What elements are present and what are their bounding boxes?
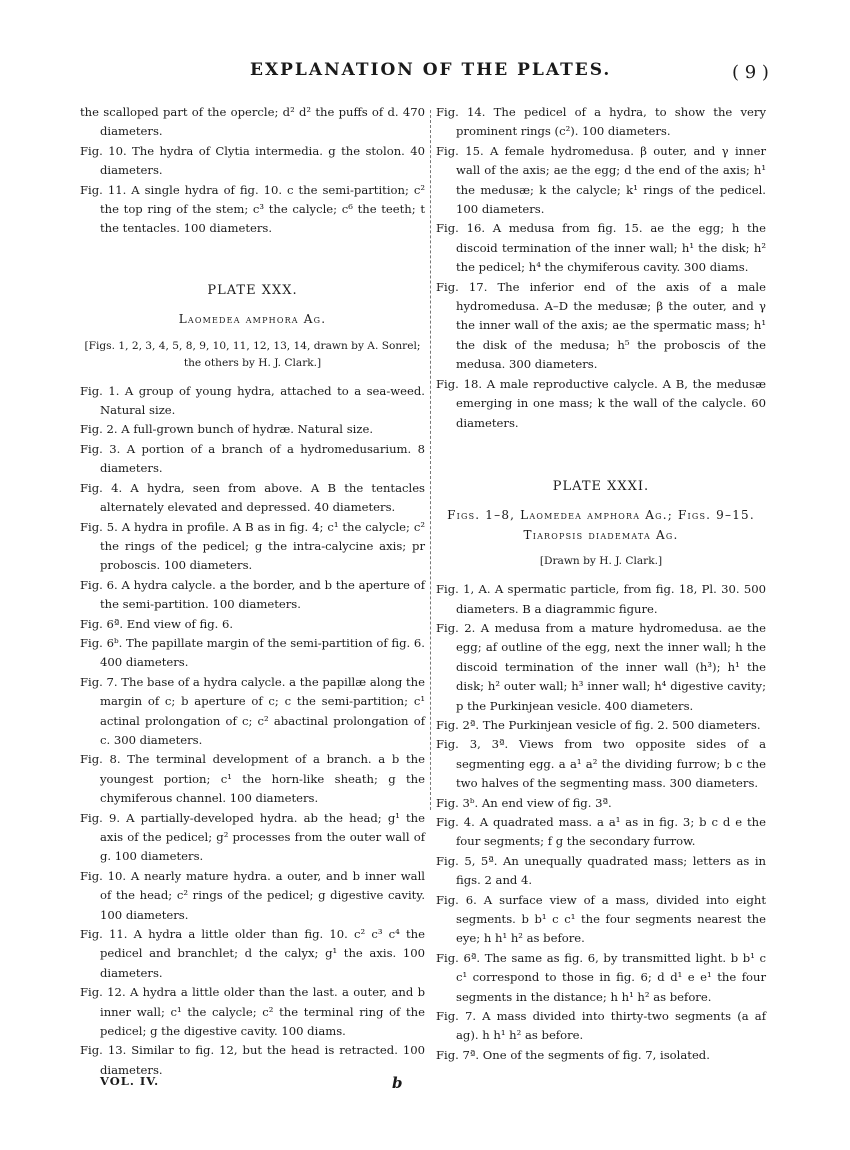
figure-entry: Fig. 17. The inferior end of the axis of a male hydromedusa. A–D the medusæ; β the outer, and γ the inner wall of the axis; ae the spermatic mass; h¹ the disk of the medusa; h⁵ the proboscis of the medusa. 300 diameters. <box>436 279 766 372</box>
figure-entry: Fig. 3. A portion of a branch of a hydromedusarium. 8 diameters. <box>80 441 425 476</box>
figure-entry: Fig. 7. A mass divided into thirty-two segments (a af ag). h h¹ h² as before. <box>436 1009 766 1043</box>
figure-entry: Fig. 18. A male reproductive calycle. A B, the medusæ emerging in one mass; k the wall of the calycle. 60 diameters. <box>436 376 766 430</box>
page-number: ( 9 ) <box>732 62 769 83</box>
figure-entry: Fig. 2. A medusa from a mature hydromedusa. ae the egg; af outline of the egg, next the inner wall; h the discoid termination of the inner wall (h³); h¹ the disk; h² outer wall; h³ inner wall; h⁴ digestive cavity; p the Purkinjean vesicle. 400 diameters. <box>436 620 766 713</box>
running-title: EXPLANATION OF THE PLATES. <box>250 60 612 80</box>
figure-entry: Fig. 6. A surface view of a mass, divided into eight segments. b b¹ c c¹ the four segments nearest the eye; h h¹ h² as before. <box>436 892 766 946</box>
figure-entry: Fig. 5. A hydra in profile. A B as in fig. 4; c¹ the calycle; c² the rings of the pedicel; g the intra-calycine axis; pr proboscis. 100 diameters. <box>80 519 425 573</box>
left-column <box>80 103 425 1080</box>
figure-entry: Fig. 6ª. The same as fig. 6, by transmitted light. b b¹ c c¹ correspond to those in fig. 6; d d¹ e e¹ the four segments in the distance; h h¹ h² as before. <box>436 950 766 1004</box>
plate-credit-note: [Drawn by H. J. Clark.] <box>539 555 663 568</box>
figure-entry: Fig. 6ª. End view of fig. 6. <box>80 616 234 631</box>
signature-mark: b <box>392 1074 403 1092</box>
figure-entry: Fig. 4. A quadrated mass. a a¹ as in fig. 3; b c d e the four segments; f g the secondary furrow. <box>436 815 766 849</box>
figure-entry: Fig. 16. A medusa from fig. 15. ae the egg; h the discoid termination of the inner wall; h¹ the disk; h² the pedicel; h⁴ the chymiferous cavity. 300 diams. <box>436 221 766 275</box>
figure-entry: Fig. 15. A female hydromedusa. β outer, and γ inner wall of the axis; ae the egg; d the end of the axis; h¹ the medusæ; k the calycle; k¹ rings of the pedicel. 100 diameters. <box>436 143 766 217</box>
figure-entry: Fig. 7ª. One of the segments of fig. 7, isolated. <box>436 1047 710 1062</box>
figure-entry: Fig. 6ᵇ. The papillate margin of the semi-partition of fig. 6. 400 diameters. <box>80 635 425 670</box>
column-divider <box>430 110 432 810</box>
figure-entry: Fig. 12. A hydra a little older than the last. a outer, and b inner wall; c¹ the calycle; c² the terminal ring of the pedicel; g the digestive cavity. 100 diams. <box>80 985 425 1039</box>
right-column <box>436 103 766 1065</box>
figure-entry: Fig. 6. A hydra calycle. a the border, and b the aperture of the semi-partition. 100 diameters. <box>80 577 425 612</box>
figure-entry: Fig. 10. The hydra of Clytia intermedia. g the stolon. 40 diameters. <box>80 143 425 178</box>
figure-entry: Fig. 11. A hydra a little older than fig. 10. c² c³ c⁴ the pedicel and branchlet; d the calyx; g¹ the axis. 100 diameters. <box>80 927 425 980</box>
figure-entry: Fig. 2ª. The Purkinjean vesicle of fig. 2. 500 diameters. <box>436 717 761 732</box>
figure-entry: Fig. 11. A single hydra of fig. 10. c the semi-partition; c² the top ring of the stem; c³ the calycle; c⁶ the teeth; t the tentacles. 100 diameters. <box>80 182 425 236</box>
figure-entry: Fig. 8. The terminal development of a branch. a b the youngest portion; c¹ the horn-like sheath; g the chymiferous channel. 100 diameters. <box>80 752 425 806</box>
plate-species: Laomedea amphora Ag. <box>178 312 327 327</box>
figure-entry: Fig. 13. Similar to fig. 12, but the head is retracted. 100 diameters. <box>80 1043 425 1077</box>
figure-entry: Fig. 3, 3ª. Views from two opposite sides of a segmenting egg. a a¹ a² the dividing furrow; b c the two halves of the segmenting mass. 300 diameters. <box>436 737 766 791</box>
figure-entry: Fig. 9. A partially-developed hydra. ab the head; g¹ the axis of the pedicel; g² processes from the outer wall of g. 100 diameters. <box>80 810 425 864</box>
plate-heading: PLATE XXXI. <box>552 478 650 494</box>
figure-entry: Fig. 1. A group of young hydra, attached to a sea-weed. Natural size. <box>80 383 425 418</box>
figure-entry: Fig. 14. The pedicel of a hydra, to show the very prominent rings (c²). 100 diameters. <box>436 105 766 139</box>
figure-entry: Fig. 5, 5ª. An unequally quadrated mass; letters as in figs. 2 and 4. <box>436 853 766 888</box>
plate-heading: PLATE XXX. <box>207 282 298 298</box>
figure-entry: Fig. 7. The base of a hydra calycle. a the papillæ along the margin of c; b aperture of c; c the semi-partition; c¹ actinal prolongation of c; c² abactinal prolongation of c. 300 diameters. <box>80 674 425 747</box>
plate-credit-note: [Figs. 1, 2, 3, 4, 5, 8, 9, 10, 11, 12, 13, 14, drawn by A. Sonrel; the others by H. J. Clark.] <box>84 339 421 369</box>
figure-entry: Fig. 3ᵇ. An end view of fig. 3ª. <box>436 795 612 810</box>
figure-entry: Fig. 4. A hydra, seen from above. A B the tentacles alternately elevated and depressed. 40 diameters. <box>80 480 425 515</box>
continued-text: the scalloped part of the opercle; d² d² the puffs of d. 470 diameters. <box>80 105 425 139</box>
figure-entry: Fig. 2. A full-grown bunch of hydræ. Natural size. <box>80 422 374 437</box>
volume-footer: VOL. IV. <box>100 1074 160 1088</box>
figure-entry: Fig. 10. A nearly mature hydra. a outer, and b inner wall of the head; c² rings of the pedicel; g digestive cavity. 100 diameters. <box>80 868 425 922</box>
figure-entry: Fig. 1, A. A spermatic particle, from fig. 18, Pl. 30. 500 diameters. B a diagrammic figure. <box>436 582 766 616</box>
plate-species: Figs. 1–8, Laomedea amphora Ag.; Figs. 9–15. Tiaropsis diademata Ag. <box>447 508 755 542</box>
